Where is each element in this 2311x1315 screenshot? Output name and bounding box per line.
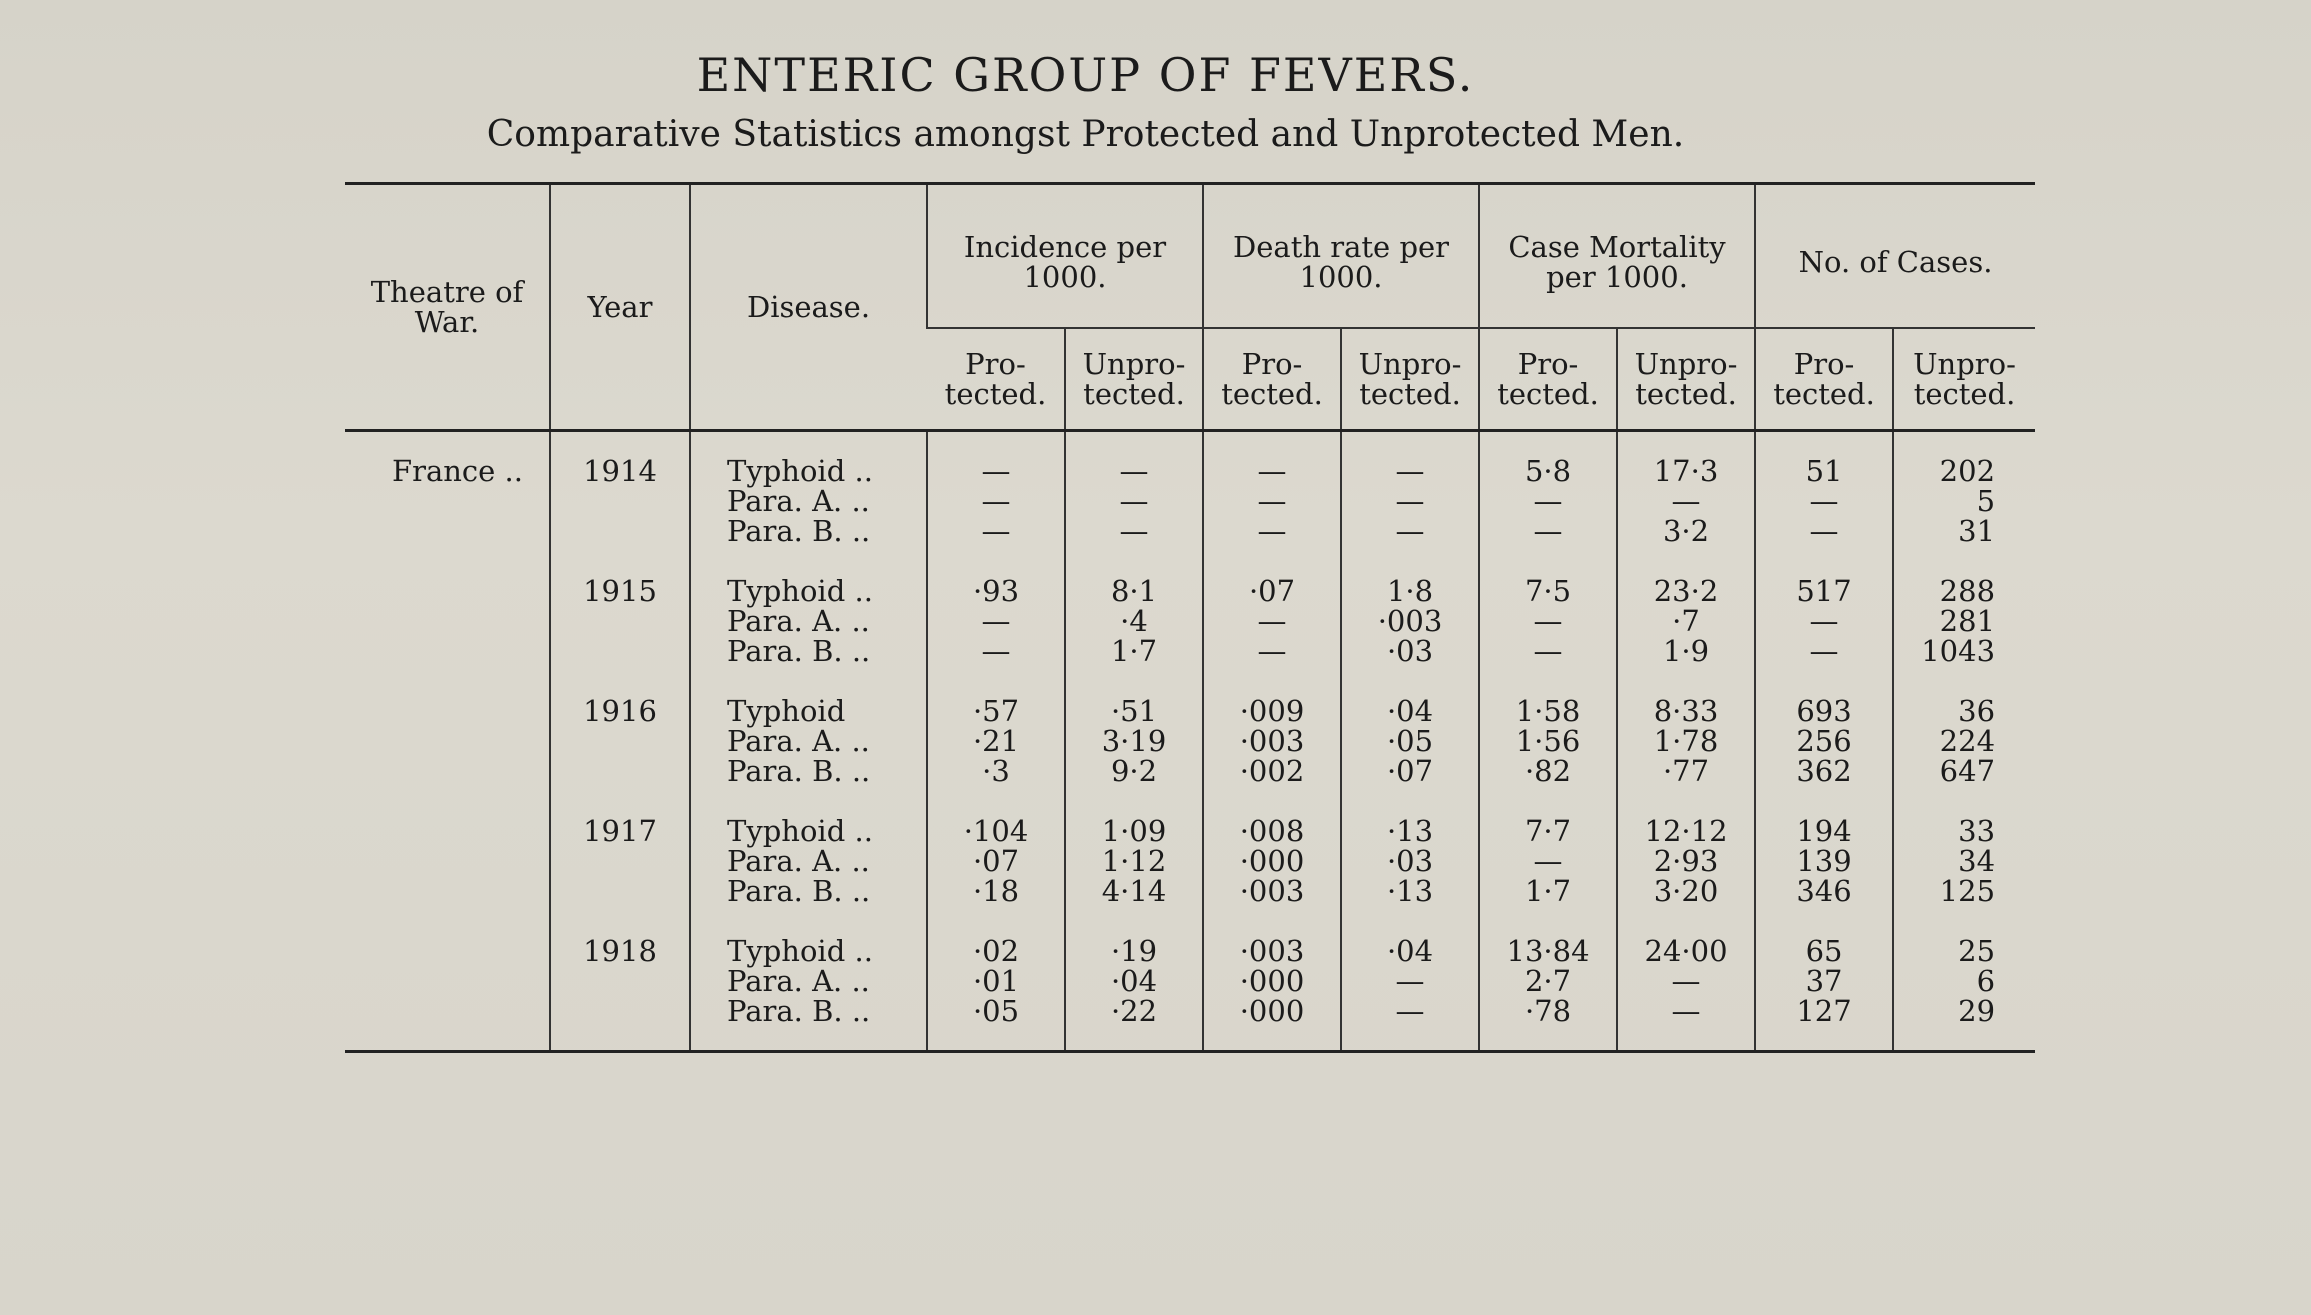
spacer-cell [1617,666,1755,696]
header-incidence-unprotected: Unpro- tected. [1065,328,1203,431]
incidence-protected-cell: — [927,636,1065,666]
case-mortality-unprotected-cell: 12·12 [1617,816,1755,846]
incidence-protected-cell: ·93 [927,576,1065,606]
death-rate-protected-cell: ·000 [1203,846,1341,876]
disease-cell: Para. B. .. [690,516,927,546]
spacer-cell [1341,786,1479,816]
death-rate-unprotected-cell: ·07 [1341,756,1479,786]
case-mortality-unprotected-cell: 8·33 [1617,696,1755,726]
incidence-protected-cell: — [927,516,1065,546]
theatre-cell: France .. [391,454,523,488]
death-rate-unprotected-cell: ·13 [1341,816,1479,846]
case-mortality-unprotected-cell: 3·2 [1617,516,1755,546]
cases-unprotected-cell: 1043 [1893,636,2035,666]
spacer-cell [1203,431,1341,457]
spacer-cell [1065,906,1203,936]
theatre-cell [345,816,550,846]
death-rate-protected-cell: ·000 [1203,966,1341,996]
incidence-unprotected-cell: 1·09 [1065,816,1203,846]
spacer-row [345,431,2035,457]
theatre-cell [345,846,550,876]
death-rate-unprotected-cell: ·04 [1341,696,1479,726]
incidence-protected-cell: ·3 [927,756,1065,786]
spacer-cell [345,546,550,576]
header-death-rate-protected: Pro- tected. [1203,328,1341,431]
table-row [345,576,2035,606]
spacer-row [345,666,2035,696]
death-rate-protected-cell: — [1203,456,1341,486]
spacer-row [345,906,2035,936]
spacer-cell [1893,666,2035,696]
incidence-unprotected-cell: ·19 [1065,936,1203,966]
case-mortality-protected-cell: 1·58 [1479,696,1617,726]
table-row [345,756,2035,786]
header-cases-unprotected: Unpro- tected. [1893,328,2035,431]
death-rate-protected-cell: ·000 [1203,996,1341,1026]
cases-unprotected-cell: 36 [1893,696,2035,726]
disease-cell: Para. A. .. [690,486,927,516]
incidence-unprotected-cell: 4·14 [1065,876,1203,906]
cases-unprotected-cell: 288 [1893,576,2035,606]
spacer-cell [1755,906,1893,936]
death-rate-protected-cell: ·003 [1203,936,1341,966]
cases-protected-cell: 139 [1755,846,1893,876]
case-mortality-unprotected-cell: 1·78 [1617,726,1755,756]
header-case-mortality: Case Mortality per 1000. [1479,184,1755,329]
spacer-cell [1755,431,1893,457]
header-death-rate: Death rate per 1000. [1203,184,1479,329]
year-cell: 1918 [550,936,690,966]
disease-cell: Para. B. .. [690,636,927,666]
cases-protected-cell: 51 [1755,456,1893,486]
spacer-cell [1617,546,1755,576]
header-case-mortality-unprotected: Unpro- tected. [1617,328,1755,431]
incidence-protected-cell: ·18 [927,876,1065,906]
theatre-cell [345,996,550,1026]
header-case-mortality-protected: Pro- tected. [1479,328,1617,431]
spacer-cell [1479,666,1617,696]
death-rate-unprotected-cell: ·03 [1341,846,1479,876]
header-no-of-cases: No. of Cases. [1755,184,2035,329]
header-year: Year [550,184,690,431]
spacer-cell [550,546,690,576]
statistics-table-wrapper [345,182,2035,1053]
table-row [345,636,2035,666]
spacer-cell [1755,666,1893,696]
cases-protected-cell: — [1755,606,1893,636]
disease-cell: Typhoid .. [690,576,927,606]
case-mortality-unprotected-cell: — [1617,966,1755,996]
theatre-cell [345,576,550,606]
case-mortality-unprotected-cell: 23·2 [1617,576,1755,606]
cases-unprotected-cell: 6 [1893,966,2035,996]
cases-unprotected-cell: 202 [1893,456,2035,486]
cases-protected-cell: 65 [1755,936,1893,966]
incidence-unprotected-cell: ·04 [1065,966,1203,996]
spacer-cell [345,431,550,457]
cases-protected-cell: 517 [1755,576,1893,606]
disease-cell: Typhoid .. [690,936,927,966]
death-rate-unprotected-cell: — [1341,996,1479,1026]
spacer-cell [927,1026,1065,1052]
year-cell [550,876,690,906]
spacer-cell [1617,1026,1755,1052]
case-mortality-unprotected-cell: ·7 [1617,606,1755,636]
incidence-unprotected-cell: ·4 [1065,606,1203,636]
case-mortality-protected-cell: 1·56 [1479,726,1617,756]
spacer-cell [1479,1026,1617,1052]
spacer-cell [1893,431,2035,457]
year-cell: 1914 [550,456,690,486]
spacer-cell [1065,431,1203,457]
incidence-unprotected-cell: 1·12 [1065,846,1203,876]
spacer-cell [345,906,550,936]
disease-cell: Para. B. .. [690,876,927,906]
spacer-cell [1479,431,1617,457]
death-rate-protected-cell: ·07 [1203,576,1341,606]
disease-cell: Para. A. .. [690,846,927,876]
table-row [345,996,2035,1026]
spacer-cell [1893,786,2035,816]
cases-unprotected-cell: 281 [1893,606,2035,636]
theatre-cell [345,636,550,666]
case-mortality-protected-cell: 1·7 [1479,876,1617,906]
death-rate-protected-cell: ·009 [1203,696,1341,726]
disease-cell: Para. A. .. [690,726,927,756]
incidence-unprotected-cell: 9·2 [1065,756,1203,786]
header-cases-protected: Pro- tected. [1755,328,1893,431]
spacer-cell [690,546,927,576]
year-cell [550,726,690,756]
incidence-protected-cell: ·21 [927,726,1065,756]
year-cell [550,996,690,1026]
incidence-protected-cell: ·01 [927,966,1065,996]
table-row [345,486,2035,516]
spacer-cell [1893,546,2035,576]
spacer-cell [550,786,690,816]
spacer-cell [1203,906,1341,936]
spacer-cell [550,906,690,936]
death-rate-protected-cell: ·008 [1203,816,1341,846]
case-mortality-unprotected-cell: 2·93 [1617,846,1755,876]
year-cell [550,846,690,876]
year-cell [550,486,690,516]
cases-protected-cell: 37 [1755,966,1893,996]
disease-cell: Typhoid .. [690,816,927,846]
death-rate-unprotected-cell: ·003 [1341,606,1479,636]
cases-protected-cell: 127 [1755,996,1893,1026]
case-mortality-protected-cell: — [1479,516,1617,546]
death-rate-unprotected-cell: 1·8 [1341,576,1479,606]
table-row [345,726,2035,756]
spacer-cell [690,431,927,457]
spacer-row [345,546,2035,576]
spacer-cell [690,906,927,936]
cases-protected-cell: — [1755,486,1893,516]
spacer-cell [1755,546,1893,576]
incidence-unprotected-cell: — [1065,456,1203,486]
header-incidence: Incidence per 1000. [927,184,1203,329]
cases-unprotected-cell: 5 [1893,486,2035,516]
cases-unprotected-cell: 33 [1893,816,2035,846]
spacer-cell [345,1026,550,1052]
table-row [345,876,2035,906]
disease-cell: Para. B. .. [690,996,927,1026]
spacer-cell [1341,431,1479,457]
spacer-cell [1755,1026,1893,1052]
year-cell: 1916 [550,696,690,726]
spacer-cell [345,786,550,816]
disease-cell: Para. A. .. [690,966,927,996]
header-incidence-protected: Pro- tected. [927,328,1065,431]
disease-cell: Para. A. .. [690,606,927,636]
cases-protected-cell: 194 [1755,816,1893,846]
spacer-cell [1617,786,1755,816]
spacer-cell [1203,546,1341,576]
incidence-protected-cell: — [927,486,1065,516]
year-cell [550,756,690,786]
year-cell [550,606,690,636]
death-rate-protected-cell: — [1203,636,1341,666]
case-mortality-unprotected-cell: 17·3 [1617,456,1755,486]
spacer-cell [1341,906,1479,936]
case-mortality-protected-cell: 7·7 [1479,816,1617,846]
case-mortality-unprotected-cell: 24·00 [1617,936,1755,966]
header-disease: Disease. [690,184,927,431]
spacer-cell [550,431,690,457]
theatre-cell [345,606,550,636]
incidence-unprotected-cell: 1·7 [1065,636,1203,666]
cases-unprotected-cell: 25 [1893,936,2035,966]
theatre-cell [345,696,550,726]
cases-unprotected-cell: 125 [1893,876,2035,906]
death-rate-unprotected-cell: — [1341,456,1479,486]
death-rate-unprotected-cell: ·05 [1341,726,1479,756]
spacer-cell [690,666,927,696]
death-rate-unprotected-cell: — [1341,516,1479,546]
cases-protected-cell: — [1755,516,1893,546]
incidence-unprotected-cell: — [1065,516,1203,546]
spacer-cell [1341,1026,1479,1052]
spacer-cell [1065,666,1203,696]
table-row [345,696,2035,726]
cases-unprotected-cell: 29 [1893,996,2035,1026]
theatre-cell [345,936,550,966]
disease-cell: Typhoid [690,696,927,726]
case-mortality-protected-cell: 5·8 [1479,456,1617,486]
case-mortality-protected-cell: ·78 [1479,996,1617,1026]
theatre-cell [345,486,550,516]
spacer-row [345,1026,2035,1052]
table-row [345,846,2035,876]
cases-protected-cell: 256 [1755,726,1893,756]
incidence-protected-cell: — [927,606,1065,636]
cases-unprotected-cell: 224 [1893,726,2035,756]
table-row [345,966,2035,996]
spacer-cell [1755,786,1893,816]
spacer-cell [1479,546,1617,576]
incidence-unprotected-cell: 3·19 [1065,726,1203,756]
case-mortality-protected-cell: — [1479,846,1617,876]
spacer-cell [1065,786,1203,816]
spacer-cell [1479,906,1617,936]
incidence-protected-cell: ·104 [927,816,1065,846]
table-row [345,516,2035,546]
case-mortality-protected-cell: — [1479,636,1617,666]
table-row [345,456,2035,486]
incidence-protected-cell: ·57 [927,696,1065,726]
case-mortality-protected-cell: 2·7 [1479,966,1617,996]
death-rate-unprotected-cell: ·13 [1341,876,1479,906]
incidence-unprotected-cell: ·51 [1065,696,1203,726]
cases-unprotected-cell: 647 [1893,756,2035,786]
case-mortality-protected-cell: 7·5 [1479,576,1617,606]
incidence-protected-cell: — [927,456,1065,486]
year-cell: 1915 [550,576,690,606]
death-rate-unprotected-cell: ·03 [1341,636,1479,666]
spacer-cell [1341,666,1479,696]
incidence-protected-cell: ·02 [927,936,1065,966]
spacer-cell [1203,666,1341,696]
spacer-cell [1341,546,1479,576]
cases-protected-cell: 693 [1755,696,1893,726]
spacer-cell [1065,546,1203,576]
spacer-cell [927,786,1065,816]
year-cell: 1917 [550,816,690,846]
spacer-row [345,786,2035,816]
spacer-cell [927,546,1065,576]
year-cell [550,966,690,996]
theatre-cell [345,756,550,786]
spacer-cell [927,431,1065,457]
spacer-cell [550,1026,690,1052]
death-rate-unprotected-cell: — [1341,486,1479,516]
case-mortality-unprotected-cell: ·77 [1617,756,1755,786]
death-rate-protected-cell: ·002 [1203,756,1341,786]
theatre-cell [345,726,550,756]
spacer-cell [550,666,690,696]
cases-protected-cell: — [1755,636,1893,666]
case-mortality-unprotected-cell: 3·20 [1617,876,1755,906]
cases-unprotected-cell: 31 [1893,516,2035,546]
disease-cell: Typhoid .. [690,456,927,486]
death-rate-protected-cell: — [1203,486,1341,516]
spacer-cell [1893,1026,2035,1052]
case-mortality-unprotected-cell: — [1617,486,1755,516]
cases-protected-cell: 362 [1755,756,1893,786]
spacer-cell [690,786,927,816]
table-row [345,606,2035,636]
case-mortality-protected-cell: 13·84 [1479,936,1617,966]
table-body [345,431,2035,1052]
case-mortality-unprotected-cell: 1·9 [1617,636,1755,666]
spacer-cell [1065,1026,1203,1052]
death-rate-protected-cell: — [1203,516,1341,546]
header-death-rate-unprotected: Unpro- tected. [1341,328,1479,431]
spacer-cell [927,666,1065,696]
spacer-cell [1479,786,1617,816]
death-rate-protected-cell: ·003 [1203,726,1341,756]
spacer-cell [345,666,550,696]
theatre-cell [345,876,550,906]
spacer-cell [1893,906,2035,936]
page-title: ENTERIC GROUP OF FEVERS. [696,48,1475,102]
incidence-protected-cell: ·07 [927,846,1065,876]
header-theatre: Theatre of War. [345,184,550,431]
statistics-table [345,182,2035,1053]
spacer-cell [1617,906,1755,936]
spacer-cell [690,1026,927,1052]
page-subtitle: Comparative Statistics amongst Protected and Unprotected Men. [486,114,1685,155]
spacer-cell [1617,431,1755,457]
table-row [345,816,2035,846]
cases-protected-cell: 346 [1755,876,1893,906]
incidence-unprotected-cell: — [1065,486,1203,516]
disease-cell: Para. B. .. [690,756,927,786]
incidence-unprotected-cell: ·22 [1065,996,1203,1026]
theatre-cell [345,516,550,546]
cases-unprotected-cell: 34 [1893,846,2035,876]
table-row [345,936,2035,966]
theatre-cell [345,966,550,996]
spacer-cell [1203,1026,1341,1052]
spacer-cell [1203,786,1341,816]
case-mortality-unprotected-cell: — [1617,996,1755,1026]
incidence-unprotected-cell: 8·1 [1065,576,1203,606]
death-rate-protected-cell: ·003 [1203,876,1341,906]
incidence-protected-cell: ·05 [927,996,1065,1026]
death-rate-protected-cell: — [1203,606,1341,636]
year-cell [550,516,690,546]
case-mortality-protected-cell: — [1479,486,1617,516]
death-rate-unprotected-cell: — [1341,966,1479,996]
spacer-cell [927,906,1065,936]
year-cell [550,636,690,666]
case-mortality-protected-cell: — [1479,606,1617,636]
death-rate-unprotected-cell: ·04 [1341,936,1479,966]
case-mortality-protected-cell: ·82 [1479,756,1617,786]
